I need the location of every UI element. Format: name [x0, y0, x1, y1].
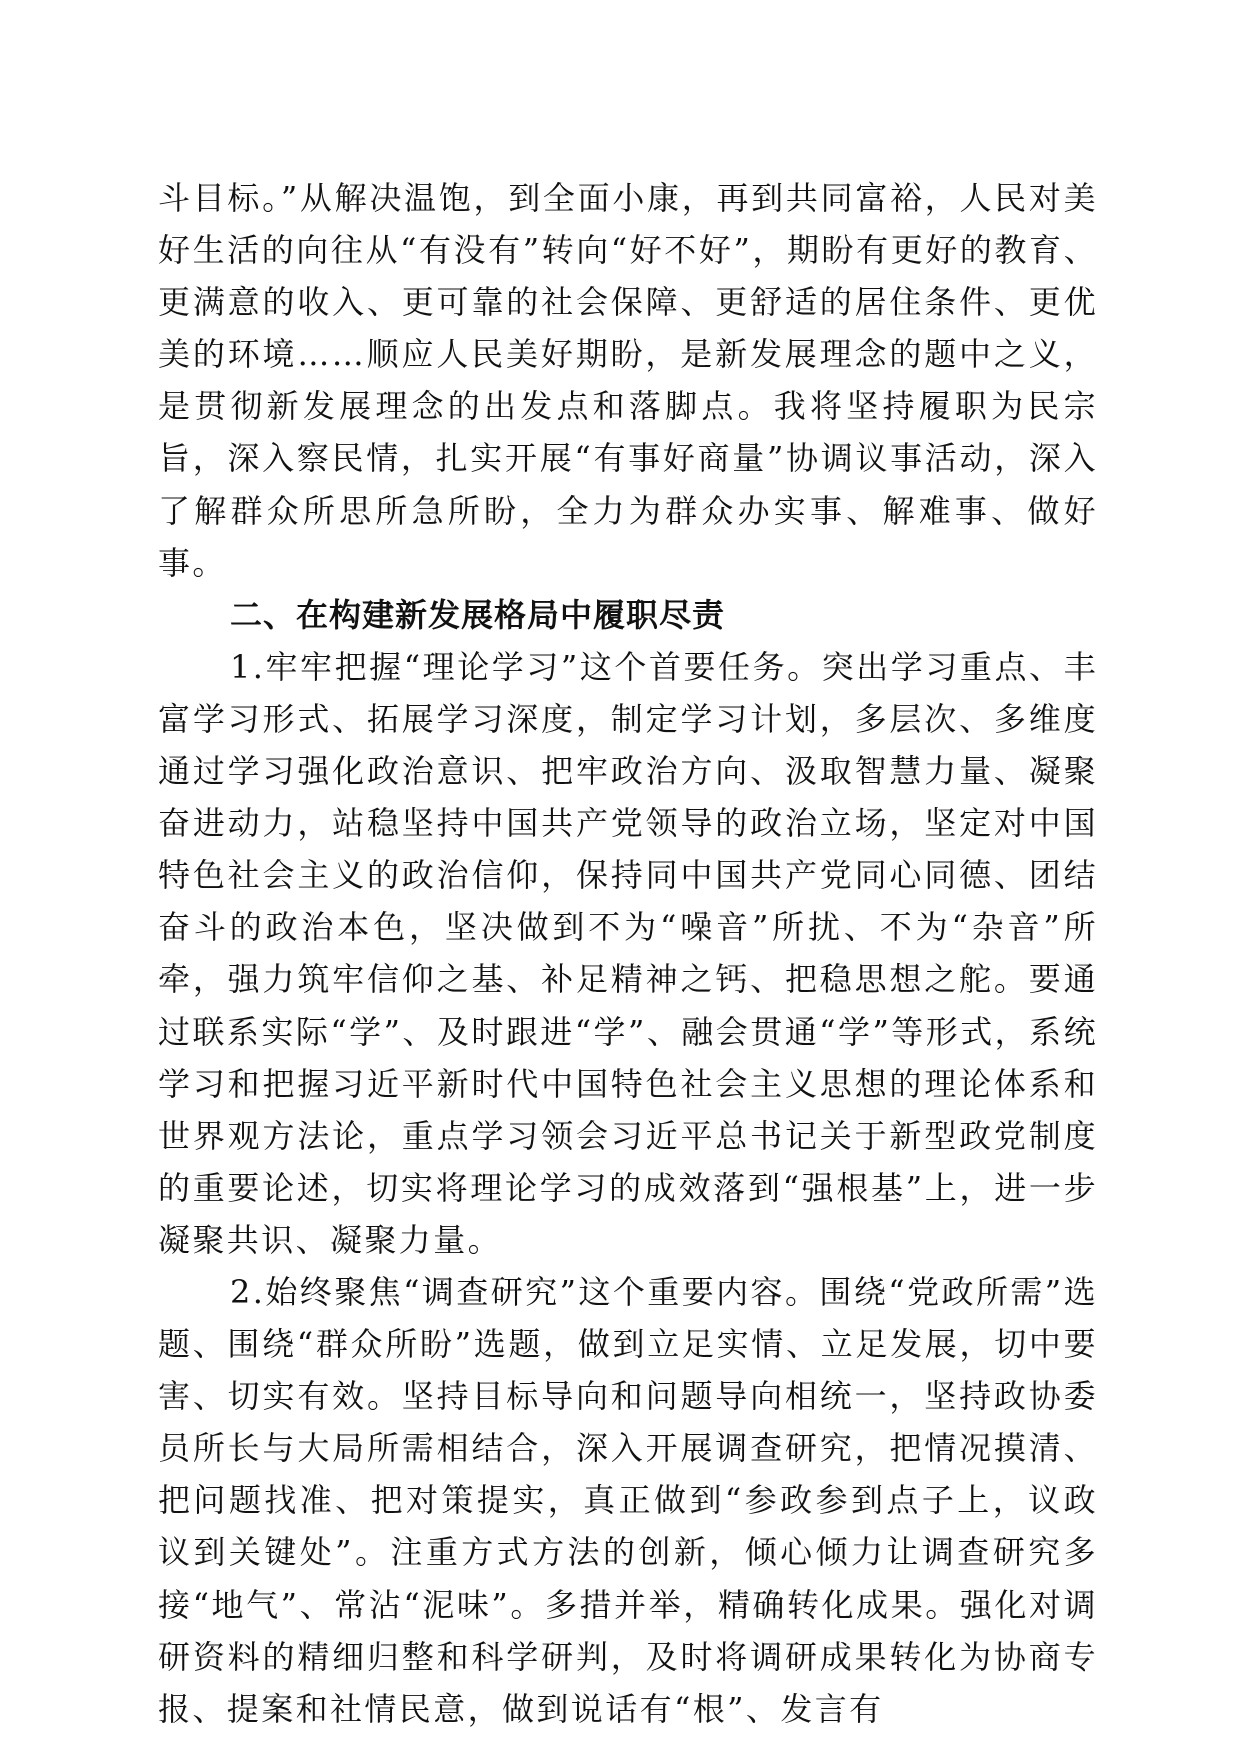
document-body: [158, 172, 1098, 1735]
paragraph-research: 2.始终聚焦“调查研究”这个重要内容。围绕“党政所需”选题、围绕“群众所盼”选题，做到立足实情、立足发展，切中要害、切实有效。坚持目标导向和问题导向相统一，坚持政协委员所长与大局所需相结合，深入开展调查研究，把情况摸清、把问题找准、把对策提实，真正做到“参政参到点子上，议政议到关键处”。注重方式方法的创新，倾心倾力让调查研究多接“地气”、常沾“泥味”。多措并举，精确转化成果。强化对调研资料的精细归整和科学研判，及时将调研成果转化为协商专报、提案和社情民意，做到说话有“根”、发言有: [158, 1272, 1098, 1728]
paragraph-continuation: 斗目标。”从解决温饱，到全面小康，再到共同富裕，人民对美好生活的向往从“有没有”转向“好不好”，期盼有更好的教育、更满意的收入、更可靠的社会保障、更舒适的居住条件、更优美的环境……顺应人民美好期盼，是新发展理念的题中之义，是贯彻新发展理念的出发点和落脚点。我将坚持履职为民宗旨，深入察民情，扎实开展“有事好商量”协调议事活动，深入了解群众所思所急所盼，全力为群众办实事、解难事、做好事。: [158, 179, 1098, 582]
paragraph-theory-study: 1.牢牢把握“理论学习”这个首要任务。突出学习重点、丰富学习形式、拓展学习深度，制定学习计划，多层次、多维度通过学习强化政治意识、把牢政治方向、汲取智慧力量、凝聚奋进动力，站稳坚持中国共产党领导的政治立场，坚定对中国特色社会主义的政治信仰，保持同中国共产党同心同德、团结奋斗的政治本色，坚决做到不为“噪音”所扰、不为“杂音”所牵，强力筑牢信仰之基、补足精神之钙、把稳思想之舵。要通过联系实际“学”、及时跟进“学”、融会贯通“学”等形式，系统学习和把握习近平新时代中国特色社会主义思想的理论体系和世界观方法论，重点学习领会习近平总书记关于新型政党制度的重要论述，切实将理论学习的成效落到“强根基”上，进一步凝聚共识、凝聚力量。: [158, 647, 1098, 1259]
section-heading: 二、在构建新发展格局中履职尽责: [230, 595, 726, 634]
